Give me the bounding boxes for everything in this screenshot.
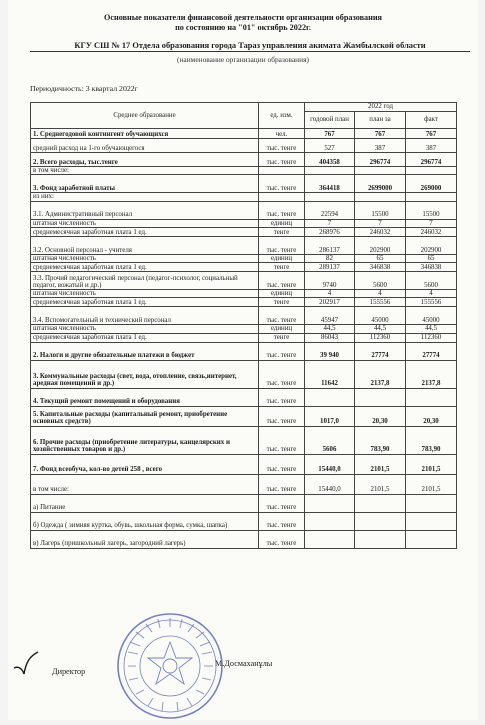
row-plan-value (355, 388, 406, 406)
row-fact-value: 346838 (406, 263, 457, 272)
row-plan-value: 112360 (355, 333, 406, 342)
table-row (31, 227, 457, 236)
row-plan-value: 296774 (355, 153, 406, 167)
row-annual-plan-value: 44,5 (305, 325, 355, 333)
row-plan-value: 155556 (355, 298, 406, 307)
row-annual-plan-value (305, 494, 355, 512)
row-fact-value (406, 388, 457, 406)
column-header-name: Среднее образование (31, 103, 259, 129)
row-annual-plan-value: 286137 (305, 236, 355, 254)
row-label: в том числе: (31, 474, 259, 494)
row-unit: единиц (259, 325, 305, 333)
row-unit: тыс. тенге (259, 153, 305, 167)
row-plan-value: 2101,5 (355, 474, 406, 494)
row-label: 1. Среднегодовой контингент обучающихся (31, 129, 259, 139)
row-fact-value (406, 494, 457, 512)
row-label: 3.1. Административный персонал (31, 201, 259, 219)
document-title-line-1: Основные показатели финансовой деятельности организации образования (103, 13, 382, 22)
document-title-line-2: по состоянию на "01" октябрь 2022г. (175, 23, 311, 32)
signature-block (38, 659, 468, 684)
row-unit: единиц (259, 219, 305, 227)
row-annual-plan-value: 9740 (305, 272, 355, 290)
row-plan-value: 767 (355, 129, 406, 139)
row-unit (259, 167, 305, 175)
row-annual-plan-value: 268976 (305, 227, 355, 236)
report-period: Периодичность: 3 квартал 2022г (30, 84, 138, 93)
row-fact-value: 5600 (406, 272, 457, 290)
row-unit: тыс. тенге (259, 406, 305, 426)
row-fact-value: 387 (406, 139, 457, 153)
row-unit (259, 193, 305, 201)
row-annual-plan-value: 15440,0 (305, 474, 355, 494)
row-plan-value (355, 530, 406, 548)
row-plan-value: 20,30 (355, 406, 406, 426)
table-row (31, 426, 457, 454)
financial-indicators-table (30, 102, 457, 549)
row-label: 3.2. Основной персонал - учителя (31, 236, 259, 254)
table-row (31, 272, 457, 290)
row-fact-value (406, 193, 457, 201)
column-header-unit: ед. изм. (259, 103, 305, 129)
row-fact-value (406, 530, 457, 548)
row-fact-value: 783,90 (406, 426, 457, 454)
row-annual-plan-value: 202917 (305, 298, 355, 307)
row-label: среднемесячная заработная плата 1 ед. (31, 333, 259, 342)
table-row (31, 474, 457, 494)
table-row (31, 153, 457, 167)
row-fact-value: 7 (406, 219, 457, 227)
row-annual-plan-value: 289137 (305, 263, 355, 272)
row-annual-plan-value (305, 193, 355, 201)
table-row (31, 139, 457, 153)
row-annual-plan-value: 45947 (305, 307, 355, 325)
row-label: в том числе: (31, 167, 259, 175)
row-unit: тыс. тенге (259, 360, 305, 388)
row-plan-value: 202900 (355, 236, 406, 254)
table-row (31, 360, 457, 388)
row-fact-value (406, 167, 457, 175)
table-row (31, 333, 457, 342)
row-plan-value: 387 (355, 139, 406, 153)
row-label: средний расход на 1-го обучающегося (31, 139, 259, 153)
row-plan-value: 2699000 (355, 175, 406, 193)
row-label: штатная численность (31, 325, 259, 333)
row-unit: тенге (259, 298, 305, 307)
table-row (31, 530, 457, 548)
row-fact-value: 2137,8 (406, 360, 457, 388)
row-plan-value (355, 494, 406, 512)
table-row (31, 175, 457, 193)
row-unit: чел. (259, 129, 305, 139)
organization-caption: (наименование организации образования) (177, 55, 309, 64)
row-label: среднемесячная заработная плата 1 ед. (31, 227, 259, 236)
row-fact-value: 767 (406, 129, 457, 139)
row-label: 4. Текущий ремонт помещений и оборудования (31, 388, 259, 406)
table-row (31, 494, 457, 512)
row-label: штатная численность (31, 290, 259, 298)
row-plan-value: 783,90 (355, 426, 406, 454)
row-fact-value: 65 (406, 254, 457, 262)
row-label: 7. Фонд всеобуча, кол-во детей 258 , всего (31, 454, 259, 474)
row-unit: тыс. тенге (259, 388, 305, 406)
row-plan-value: 44,5 (355, 325, 406, 333)
row-fact-value: 246032 (406, 227, 457, 236)
row-fact-value: 112360 (406, 333, 457, 342)
row-label: среднемесячная заработная плата 1 ед. (31, 298, 259, 307)
document-page (8, 0, 478, 720)
row-label: 3.4. Вспомогательный и технический персонал (31, 307, 259, 325)
row-annual-plan-value: 82 (305, 254, 355, 262)
row-label: штатная численность (31, 254, 259, 262)
table-row (31, 454, 457, 474)
row-unit: тыс. тенге (259, 474, 305, 494)
row-unit: тенге (259, 333, 305, 342)
table-row (31, 298, 457, 307)
row-label: 3. Коммунальные расходы (свет, вода, отопление, связь,интернет, аредная помещений и др.) (31, 360, 259, 388)
row-plan-value (355, 512, 406, 530)
row-unit: единиц (259, 290, 305, 298)
row-label: а) Питание (31, 494, 259, 512)
row-label: среднемесячная заработная плата 1 ед. (31, 263, 259, 272)
row-unit: тыс. тенге (259, 139, 305, 153)
row-fact-value: 202900 (406, 236, 457, 254)
table-row (31, 219, 457, 227)
row-plan-value: 15500 (355, 201, 406, 219)
table-row (31, 342, 457, 360)
row-label: в) Лагерь (пришкольный лагерь, загородний лагерь) (31, 530, 259, 548)
row-label: 2. Всего расходы, тыс.тенге (31, 153, 259, 167)
row-annual-plan-value: 39 940 (305, 342, 355, 360)
row-unit: тыс. тенге (259, 272, 305, 290)
row-unit: тыс. тенге (259, 494, 305, 512)
column-header-plan: план за (355, 112, 406, 129)
table-row (31, 167, 457, 175)
row-fact-value: 45000 (406, 307, 457, 325)
row-unit: тенге (259, 227, 305, 236)
column-header-annual-plan: годовой план (305, 112, 355, 129)
row-annual-plan-value: 4 (305, 290, 355, 298)
row-label: 5. Капитальные расходы (капитальный ремонт, приобретение основных средств) (31, 406, 259, 426)
row-label: 2. Налоги и другие обязательные платежи в бюджет (31, 342, 259, 360)
row-unit: тыс. тенге (259, 426, 305, 454)
row-annual-plan-value: 11642 (305, 360, 355, 388)
table-row (31, 254, 457, 262)
row-label: 6. Прочие расходы (приобретение литературы, канцелярских и хозяйственных товаров и др.) (31, 426, 259, 454)
organization-name: КГУ СШ № 17 Отдела образования города Тараз управления акимата Жамбылской области (30, 41, 470, 52)
row-unit: тенге (259, 263, 305, 272)
row-fact-value: 2101,5 (406, 454, 457, 474)
row-annual-plan-value (305, 512, 355, 530)
row-plan-value: 65 (355, 254, 406, 262)
row-unit: тыс. тенге (259, 454, 305, 474)
row-unit: единиц (259, 254, 305, 262)
row-label: штатная численность (31, 219, 259, 227)
row-label: 3.3. Прочий педагогический персонал (педагог-психолог, социальный педагог, вожатый и др.) (31, 272, 259, 290)
row-annual-plan-value (305, 530, 355, 548)
row-annual-plan-value: 364418 (305, 175, 355, 193)
row-unit: тыс. тенге (259, 201, 305, 219)
row-plan-value (355, 193, 406, 201)
official-seal (116, 612, 224, 720)
row-plan-value: 346838 (355, 263, 406, 272)
row-fact-value: 20,30 (406, 406, 457, 426)
row-fact-value: 2101,5 (406, 474, 457, 494)
row-unit: тыс. тенге (259, 512, 305, 530)
row-annual-plan-value: 7 (305, 219, 355, 227)
column-header-fact: факт (406, 112, 457, 129)
table-row (31, 129, 457, 139)
row-fact-value (406, 512, 457, 530)
row-annual-plan-value (305, 388, 355, 406)
row-fact-value: 44,5 (406, 325, 457, 333)
row-plan-value: 45000 (355, 307, 406, 325)
row-unit: тыс. тенге (259, 307, 305, 325)
table-row (31, 201, 457, 219)
row-plan-value: 4 (355, 290, 406, 298)
table-row (31, 512, 457, 530)
table-row (31, 388, 457, 406)
table-row (31, 263, 457, 272)
row-plan-value: 2101,5 (355, 454, 406, 474)
row-unit: тыс. тенге (259, 236, 305, 254)
column-group-year: 2022 год (305, 103, 457, 112)
row-unit: тыс. тенге (259, 530, 305, 548)
row-fact-value: 296774 (406, 153, 457, 167)
row-plan-value: 246032 (355, 227, 406, 236)
row-plan-value: 7 (355, 219, 406, 227)
row-label: 3. Фонд заработной платы (31, 175, 259, 193)
row-fact-value: 15500 (406, 201, 457, 219)
row-fact-value: 269000 (406, 175, 457, 193)
signatory-post: Директор (52, 667, 86, 676)
table-row (31, 236, 457, 254)
table-row (31, 325, 457, 333)
row-fact-value: 27774 (406, 342, 457, 360)
row-annual-plan-value: 767 (305, 129, 355, 139)
row-annual-plan-value: 1017,0 (305, 406, 355, 426)
signatory-name: М.Досмаханұлы (215, 659, 273, 668)
row-plan-value: 5600 (355, 272, 406, 290)
row-annual-plan-value: 22594 (305, 201, 355, 219)
row-fact-value: 155556 (406, 298, 457, 307)
row-fact-value: 4 (406, 290, 457, 298)
row-unit: тыс. тенге (259, 175, 305, 193)
row-annual-plan-value (305, 167, 355, 175)
table-row (31, 406, 457, 426)
row-unit: тыс. тенге (259, 342, 305, 360)
row-annual-plan-value: 5606 (305, 426, 355, 454)
row-annual-plan-value: 86043 (305, 333, 355, 342)
row-annual-plan-value: 15440,0 (305, 454, 355, 474)
row-label: б) Одежда ( зимняя куртка, обувь, школьная форма, сумка, шапка) (31, 512, 259, 530)
row-plan-value (355, 167, 406, 175)
table-row (31, 290, 457, 298)
row-plan-value: 27774 (355, 342, 406, 360)
row-annual-plan-value: 404358 (305, 153, 355, 167)
row-plan-value: 2137,8 (355, 360, 406, 388)
table-row (31, 307, 457, 325)
row-label: из них: (31, 193, 259, 201)
row-annual-plan-value: 527 (305, 139, 355, 153)
table-row (31, 193, 457, 201)
